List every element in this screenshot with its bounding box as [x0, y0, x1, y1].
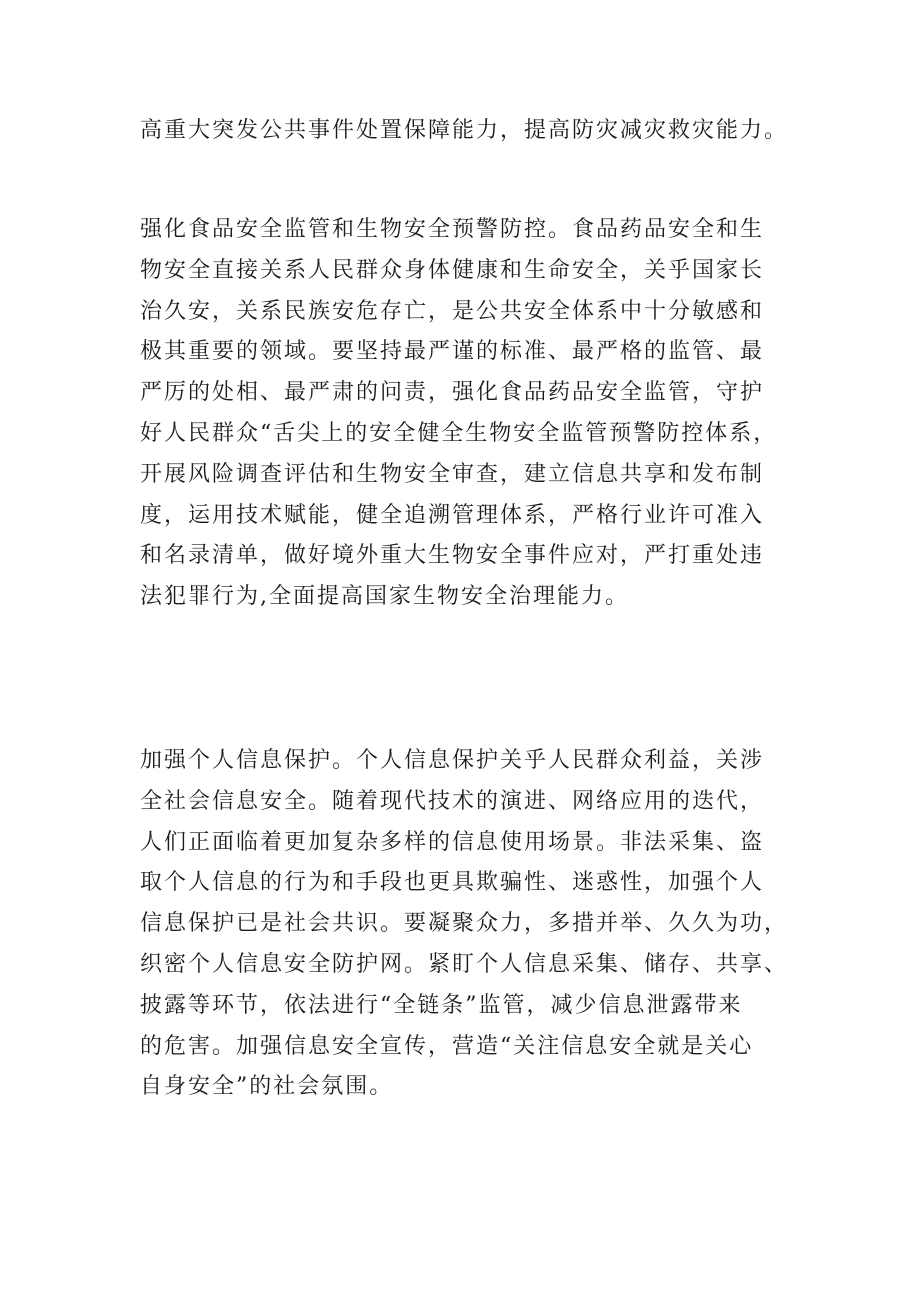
text-line: 的危害。加强信息安全宣传，营造“关注信息安全就是关心: [140, 1033, 754, 1059]
text-line: 法犯罪行为,全面提高国家生物安全治理能力。: [140, 584, 629, 610]
text-line: 和名录清单，做好境外重大生物安全事件应对，严打重处违: [140, 543, 765, 569]
paragraph-food-biosafety: [140, 210, 790, 618]
text-line: 人们正面临着更加复杂多样的信息使用场景。非法采集、盗: [140, 829, 765, 855]
text-line: 开展风险调查评估和生物安全审查，建立信息共享和发布制: [140, 461, 765, 487]
text-line: 取个人信息的行为和手段也更具欺骗性、迷惑性，加强个人: [140, 870, 765, 896]
paragraph-emergency-capacity: [140, 111, 790, 152]
text-line: 披露等环节，依法进行“全链条”监管，减少信息泄露带来: [140, 992, 743, 1018]
text-line: 织密个人信息安全防护网。紧盯个人信息采集、储存、共享、: [140, 951, 789, 977]
text-line: 好人民群众“舌尖上的安全健全生物安全监管预警防控体系，: [140, 420, 778, 446]
text-line: 自身安全”的社会氛围。: [140, 1074, 394, 1100]
text-line: 全社会信息安全。随着现代技术的演进、网络应用的迭代，: [140, 788, 765, 814]
paragraph-personal-information: [140, 741, 790, 1108]
text-line: 度，运用技术赋能，健全追溯管理体系，严格行业许可准入: [140, 502, 765, 528]
text-line: 物安全直接关系人民群众身体健康和生命安全，关乎国家长: [140, 257, 765, 283]
text-line: 严厉的处相、最严肃的问责，强化食品药品安全监管，守护: [140, 380, 765, 406]
text-line: 高重大突发公共事件处置保障能力，提高防灾减灾救灾能力。: [140, 118, 789, 143]
text-line: 强化食品安全监管和生物安全预警防控。食品药品安全和生: [140, 217, 765, 242]
text-line: 信息保护已是社会共识。要凝聚众力，多措并举、久久为功，: [140, 911, 789, 937]
text-line: 极其重要的领域。要坚持最严谨的标准、最严格的监管、最: [140, 339, 765, 365]
text-line: 加强个人信息保护。个人信息保护关乎人民群众利益，关涉: [140, 748, 765, 773]
text-line: 治久安，关系民族安危存亡，是公共安全体系中十分敏感和: [140, 298, 765, 324]
